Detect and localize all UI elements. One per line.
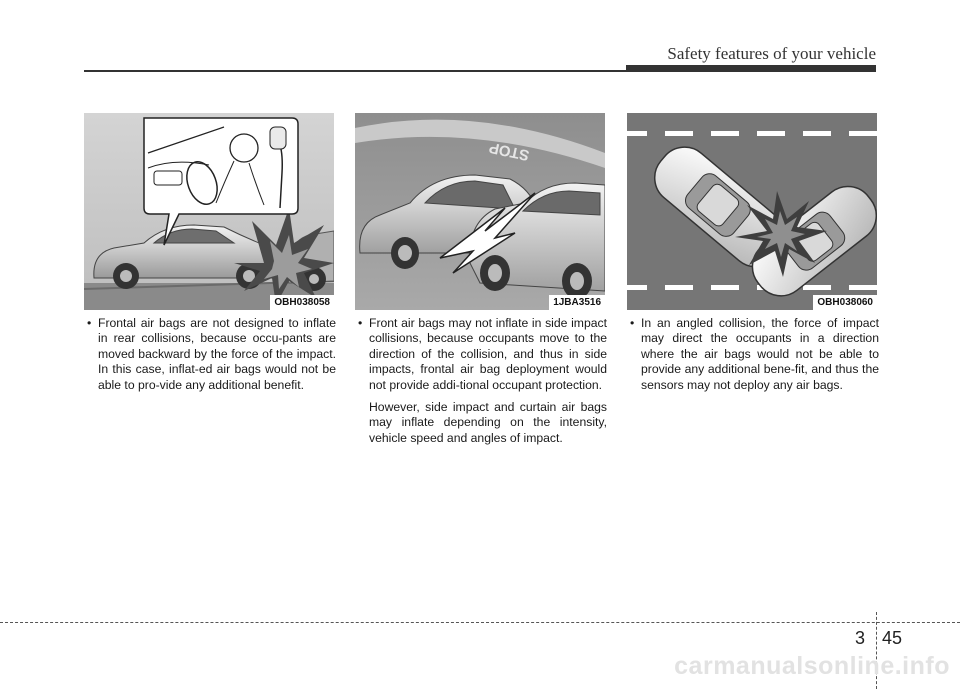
- bullet-rear-collision: • Frontal air bags are not designed to inflate in rear collisions, because occu-pants are moved backward by the force of the impact. In this case, inflat-ed air bags would not be able to pro-vide any additional benefit.: [86, 316, 336, 393]
- figure-angled-collision: [627, 113, 877, 310]
- angled-collision-illustration-icon: [627, 113, 877, 310]
- column-angled-collision: [629, 316, 879, 393]
- side-collision-illustration-icon: [355, 113, 605, 310]
- rear-collision-illustration-icon: [84, 113, 334, 310]
- figure-code: OBH038058: [270, 295, 334, 310]
- chapter-number: 3: [855, 628, 866, 648]
- header-rule-accent: [626, 65, 876, 72]
- footer-rule: [0, 622, 960, 623]
- figure-code: 1JBA3516: [549, 295, 605, 310]
- bullet-side-collision: • Front air bags may not inflate in side impact collisions, because occupants move to the direction of the collision, and thus in side impacts, frontal air bag deployment would not provide addi-tional occupant protection.: [357, 316, 607, 393]
- paragraph-side-curtain: However, side impact and curtain air bags may inflate depending on the intensity, vehicle speed and angles of impact.: [369, 400, 607, 445]
- bullet-angled-collision: • In an angled collision, the force of impact may direct the occupants in a direction where the air bags would not be able to provide any additional bene-fit, and thus the sensors may not deploy any air bags.: [629, 316, 879, 393]
- column-side-collision: [357, 316, 607, 446]
- figure-code: OBH038060: [813, 295, 877, 310]
- road-stop-marking: STOP: [487, 138, 531, 164]
- section-title: Safety features of your vehicle: [667, 44, 876, 63]
- column-rear-collision: [86, 316, 336, 393]
- page-number: 45: [882, 628, 903, 648]
- figure-rear-collision: [84, 113, 334, 310]
- figure-side-collision: [355, 113, 605, 310]
- watermark: carmanualsonline.info: [674, 652, 950, 680]
